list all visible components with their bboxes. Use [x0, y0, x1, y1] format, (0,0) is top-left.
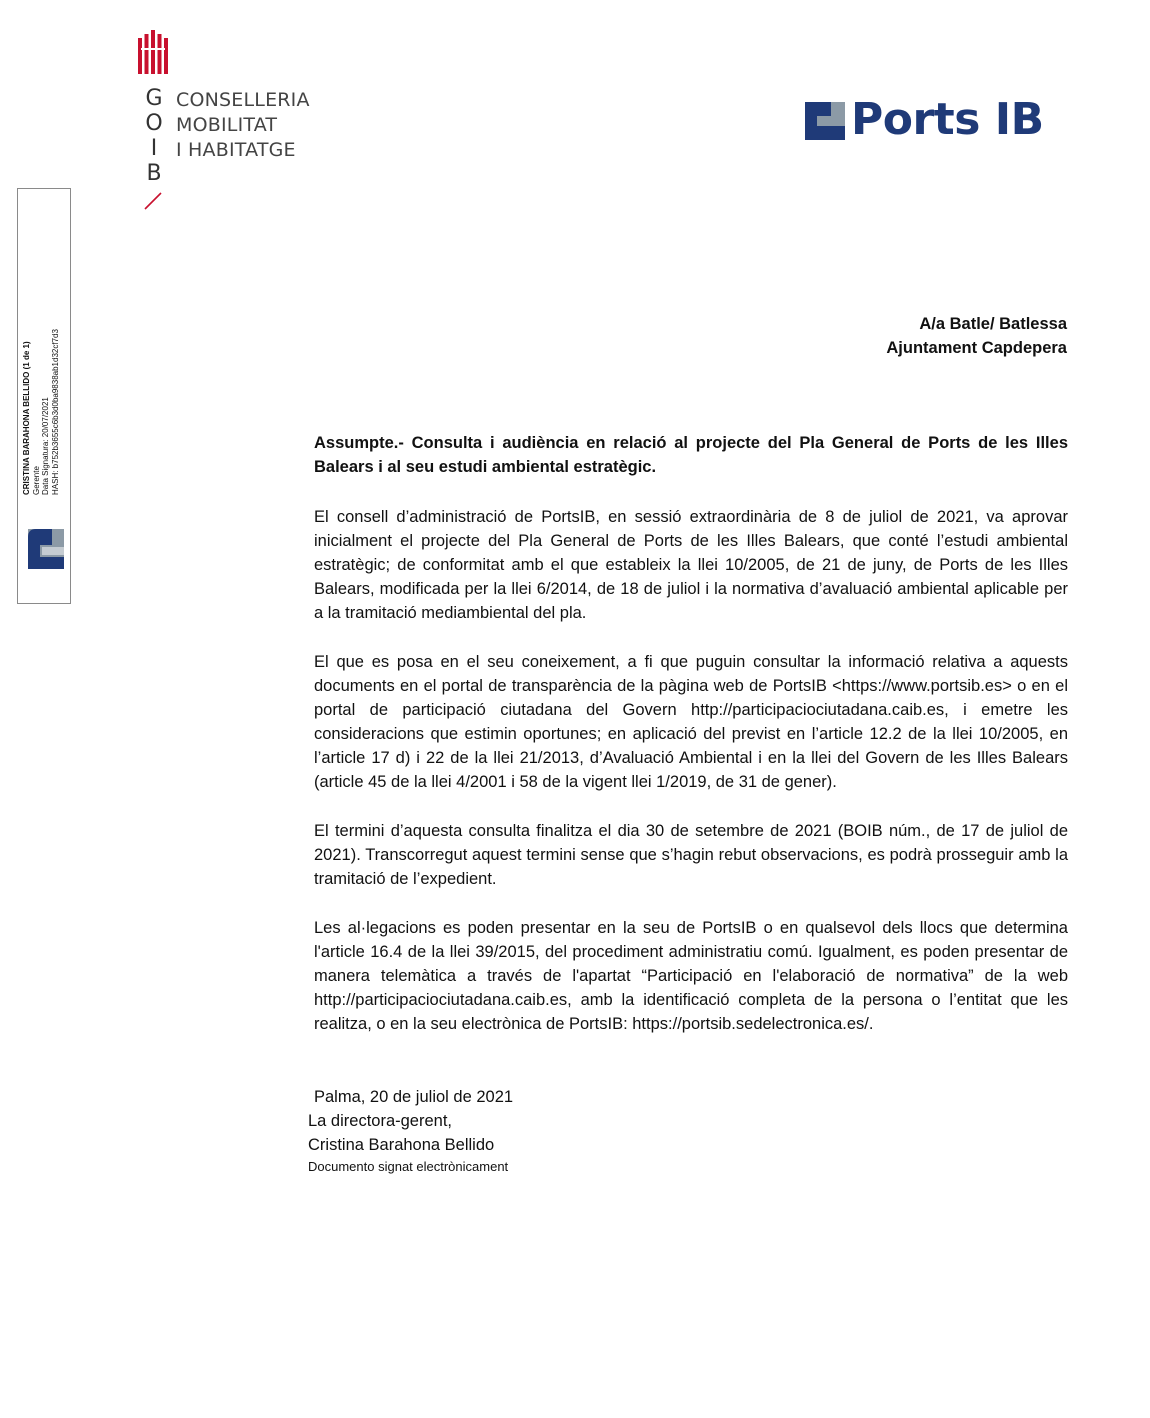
closing-name: Cristina Barahona Bellido — [308, 1136, 495, 1154]
goib-flag-icon — [138, 30, 168, 74]
conselleria-line-2: MOBILITAT — [176, 114, 278, 136]
goib-letter-i: I — [150, 136, 158, 161]
goib-letter-o: O — [145, 111, 163, 136]
conselleria-line-3: I HABITATGE — [176, 139, 296, 161]
portsib-logo-text: Ports IB — [851, 94, 1044, 145]
portsib-logo — [805, 94, 1065, 145]
signature-stamp — [17, 188, 71, 604]
addressee-block — [886, 312, 1067, 360]
signature-text — [22, 195, 60, 495]
portsib-mark-icon — [805, 102, 845, 140]
place-date: Palma, 20 de juliol de 2021 — [314, 1088, 514, 1106]
addressee-line-1: A/a Batle/ Batlessa — [919, 315, 1067, 333]
letter-paragraph: El consell d’administració de PortsIB, en sessió extraordinària de 8 de juliol de 2021, va aprovar inicialment el projecte del Pla General de Ports de les Illes Balears, que conté l’estudi ambiental estratègic; de conformitat amb el que estableix la llei 10/2005, de 21 de juny, de Ports de les Illes Balears, modificada per la llei 6/2014, de 18 de juliol i la normativa d’avaluació ambiental aplicable per a la tramitació mediambiental del pla. — [314, 508, 1068, 622]
closing-block — [308, 1109, 494, 1157]
letter-paragraph: El que es posa en el seu coneixement, a fi que puguin consultar la informació relativa a aquests documents en el portal de transparència de la pàgina web de PortsIB <https://www.portsib.es> o en el portal de participació ciutadana del Govern http://participaciociutadana.caib.es, i emetre les consideracions que estimin oportunes; en aplicació del previst en l’article 12.2 de la llei 10/2005, en l’article 17 d) i 22 de la llei 21/2013, d’Avaluació Ambiental i en la llei del Govern de les Illes Balears (article 45 de la llei 4/2001 i 58 de la vigent llei 1/2019, de 31 de gener). — [314, 653, 1068, 791]
addressee-line-2: Ajuntament Capdepera — [886, 339, 1067, 357]
goib-slash-icon — [144, 192, 162, 210]
letter-paragraph: Les al·legacions es poden presentar en la seu de PortsIB o en qualsevol dels llocs que determina l'article 16.4 de la llei 39/2015, del procediment administratiu comú. Igualment, es poden presentar de manera telemàtica a través de l'apartat “Participació en l'elaboració de normativa” de la web http://participaciociutadana.caib.es, amb la identificació completa de la persona o l’entitat que les realitza, o en la seu electrònica de PortsIB: https://portsib.sedelectronica.es/. — [314, 919, 1068, 1033]
letter-subject: Assumpte.- Consulta i audiència en relació al projecte del Pla General de Ports de les Illes Balears i al seu estudi ambiental estratègic. — [314, 434, 1068, 476]
closing-note: Documento signat electrònicament — [308, 1159, 509, 1174]
goib-letters — [142, 86, 166, 186]
conselleria-line-1: CONSELLERIA — [176, 89, 310, 111]
signature-role: Gerente — [31, 466, 41, 495]
signature-name: CRISTINA BARAHONA BELLIDO (1 de 1) — [22, 341, 31, 495]
letter-paragraph: El termini d’aquesta consulta finalitza el dia 30 de setembre de 2021 (BOIB núm., de 17 de juliol de 2021). Transcorregut aquest termini sense que s’hagin rebut observacions, es podrà prosseguir amb la tramitació de l’expedient. — [314, 822, 1068, 888]
goib-letter-g: G — [145, 86, 163, 111]
signature-date: Data Signatura: 20/07/2021 — [41, 397, 50, 495]
closing-role: La directora-gerent, — [308, 1112, 452, 1130]
goib-letter-b: B — [146, 161, 162, 186]
conselleria-name — [176, 88, 310, 163]
portsib-seal-icon — [28, 529, 64, 569]
signature-hash: HASH: b752b3655c6b3d0ba9838ab1d32cf7d3 — [50, 329, 60, 495]
